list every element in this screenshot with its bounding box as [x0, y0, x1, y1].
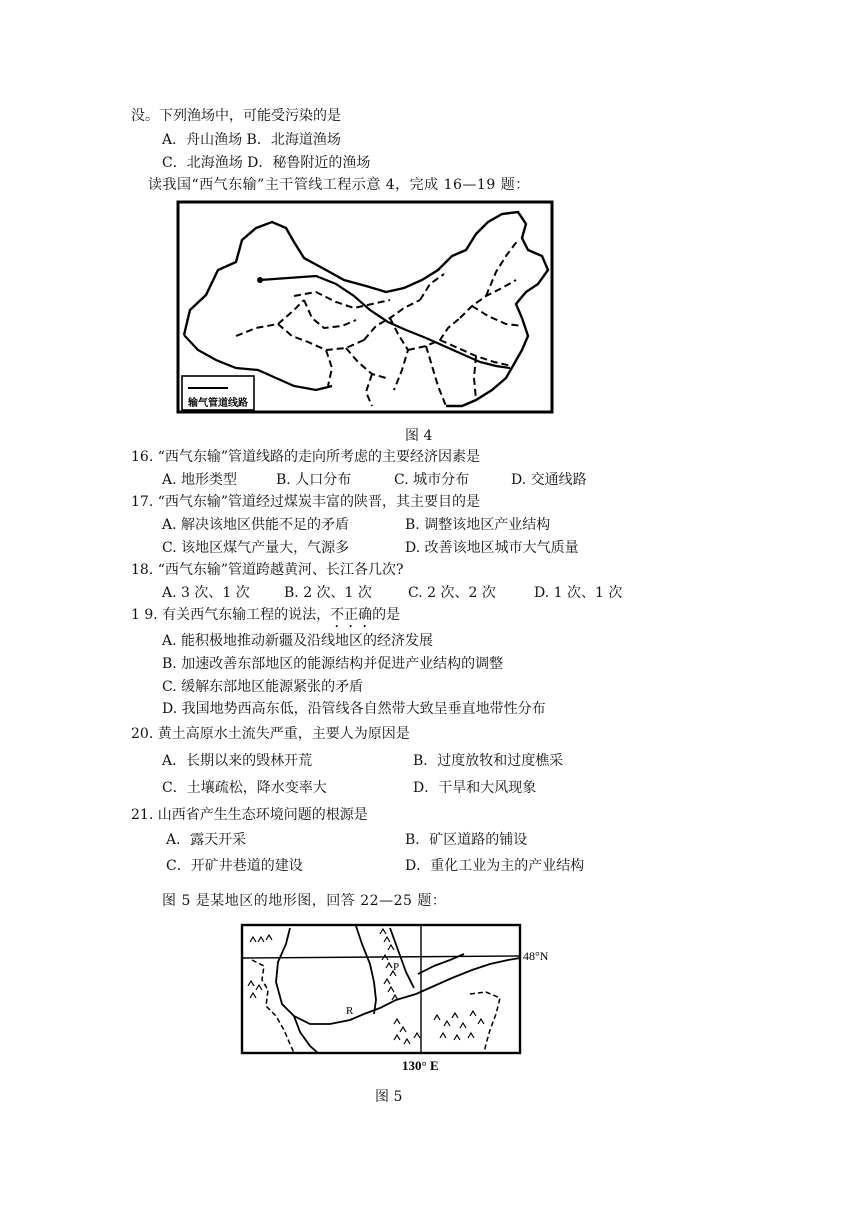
q17-number: 17.	[131, 494, 154, 510]
q19-option-d: D. 我国地势西高东低，沿管线各自然带大致呈垂直地带性分布	[162, 701, 546, 717]
q21-option-a: A．露天开采	[166, 832, 247, 848]
figure5-label-r: R	[346, 1005, 354, 1017]
q20-option-d: D．干旱和大风现象	[413, 780, 537, 796]
q17-option-a: A. 解决该地区供能不足的矛盾	[162, 517, 350, 533]
q15-options-ab: A．舟山渔场 B．北海道渔场	[162, 132, 341, 148]
figure5-prompt: 图 5 是某地区的地形图，回答 22—25 题：	[162, 893, 447, 909]
q19-text-emphasis: 不正确	[330, 607, 373, 623]
q21-number: 21.	[131, 807, 154, 823]
q18-text: “西气东输”管道跨越黄河、长江各几次?	[157, 562, 404, 578]
q20-text: 黄土高原水土流失严重，主要人为原因是	[157, 726, 410, 742]
q18-option-a: A. 3 次、1 次	[162, 585, 250, 601]
q19-option-a: A. 能积极地推动新疆及沿线地区的经济发展	[162, 633, 434, 649]
q16-text: “西气东输”管道线路的走向所考虑的主要经济因素是	[157, 449, 481, 465]
q18-stem	[131, 561, 404, 579]
q18-number: 18.	[131, 562, 154, 578]
q20-number: 20.	[131, 726, 154, 742]
q21-text: 山西省产生生态环境问题的根源是	[157, 807, 368, 823]
figure4-legend-label: 输气管道线路	[188, 398, 248, 409]
q18-option-b: B. 2 次、1 次	[284, 585, 372, 601]
q18-option-c: C. 2 次、2 次	[408, 585, 496, 601]
q20-option-b: B．过度放牧和过度樵采	[413, 753, 564, 769]
q19-option-b: B. 加速改善东部地区的能源结构并促进产业结构的调整	[162, 656, 504, 672]
figure5-caption: 图 5	[375, 1089, 403, 1105]
figure5-lon-label: 130° E	[402, 1058, 439, 1072]
q15-options-cd: C．北海渔场 D．秘鲁附近的渔场	[162, 155, 371, 171]
figure4-map	[176, 200, 554, 414]
q16-number: 16.	[131, 449, 154, 465]
q20-option-a: A．长期以来的毁林开荒	[162, 753, 313, 769]
q17-option-d: D. 改善该地区城市大气质量	[405, 540, 579, 556]
q16-option-c: C. 城市分布	[394, 472, 470, 488]
q20-stem	[131, 725, 410, 743]
q20-option-c: C．土壤疏松，降水变率大	[162, 780, 327, 796]
q21-option-c: C．开矿井巷道的建设	[166, 858, 303, 874]
q16-option-b: B. 人口分布	[276, 472, 352, 488]
q19-stem	[131, 606, 400, 631]
q16-stem	[131, 448, 480, 466]
q19-option-c: C. 缓解东部地区能源紧张的矛盾	[162, 679, 364, 695]
q21-stem	[131, 806, 368, 824]
q19-text-after: 的是	[372, 607, 401, 623]
figure4-caption: 图 4	[405, 428, 433, 444]
figure5-map	[238, 920, 568, 1072]
figure5-lat-label: 48°N	[523, 949, 549, 963]
q17-stem	[131, 493, 480, 511]
q21-option-d: D．重化工业为主的产业结构	[405, 858, 585, 874]
figure5-label-p: P	[393, 961, 400, 973]
q17-option-b: B. 调整该地区产业结构	[405, 517, 551, 533]
q19-text-before: 有关西气东输工程的说法，	[162, 607, 331, 623]
q15-stem-tail: 没。下列渔场中，可能受污染的是	[131, 108, 341, 124]
q21-option-b: B．矿区道路的铺设	[405, 832, 528, 848]
q18-option-d: D. 1 次、1 次	[534, 585, 623, 601]
q17-option-c: C. 该地区煤气产量大，气源多	[162, 540, 350, 556]
q19-number: 1 9.	[131, 607, 158, 623]
q16-option-a: A. 地形类型	[162, 472, 238, 488]
figure4-prompt: 读我国“西气东输”主干管线工程示意 4，完成 16—19 题：	[148, 177, 530, 193]
q16-option-d: D. 交通线路	[511, 472, 587, 488]
q17-text: “西气东输”管道经过煤炭丰富的陕晋，其主要目的是	[157, 494, 481, 510]
